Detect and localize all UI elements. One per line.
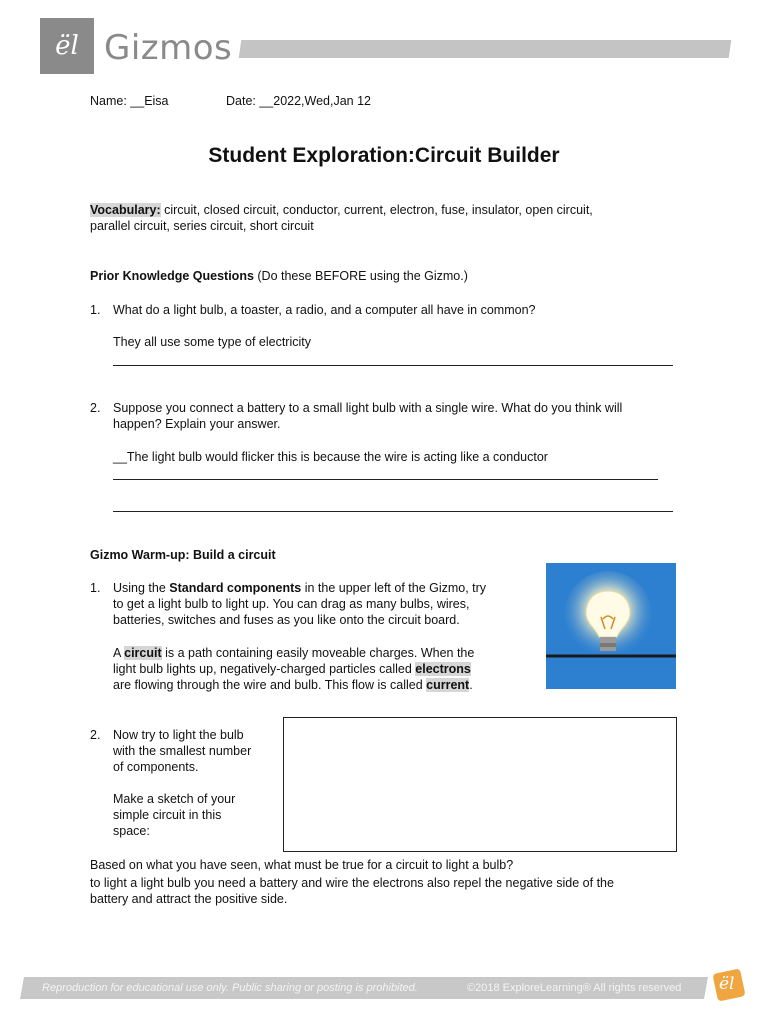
question-2-text bbox=[113, 400, 622, 432]
question-1-text: What do a light bulb, a toaster, a radio, and a computer all have in common? bbox=[113, 303, 536, 317]
text-run: of components. bbox=[113, 760, 199, 774]
warmup-item-1-number: 1. bbox=[90, 581, 101, 595]
text-run: are flowing through the wire and bulb. This flow is called bbox=[113, 678, 427, 692]
logo-mark-text: ël bbox=[55, 31, 79, 61]
question-2-answer[interactable]: __The light bulb would flicker this is because the wire is acting like a conductor bbox=[113, 450, 548, 464]
warmup-heading: Gizmo Warm-up: Build a circuit bbox=[90, 548, 276, 562]
standard-components-term: Standard components bbox=[169, 581, 302, 595]
text-run: with the smallest number bbox=[113, 744, 252, 758]
circuit-term: circuit bbox=[124, 646, 162, 660]
final-question: Based on what you have seen, what must be true for a circuit to light a bulb? bbox=[90, 858, 514, 872]
footer-logo-mark: ël bbox=[719, 974, 735, 994]
prior-knowledge-heading bbox=[90, 268, 468, 284]
text-run: is a path containing easily moveable charges. When the bbox=[161, 646, 475, 660]
explorelearning-logo bbox=[710, 966, 748, 1004]
light-bulb-image bbox=[546, 563, 676, 689]
light-bulb-icon bbox=[546, 563, 676, 689]
text-run: . bbox=[469, 678, 473, 692]
prior-heading-note: (Do these BEFORE using the Gizmo.) bbox=[253, 269, 468, 283]
footer-copyright: ©2018 ExploreLearning® All rights reserved bbox=[467, 982, 682, 994]
question-2-line-2: happen? Explain your answer. bbox=[113, 417, 281, 431]
question-2-number: 2. bbox=[90, 401, 101, 415]
answer-blank-line bbox=[113, 365, 673, 366]
warmup-item-1-text bbox=[113, 580, 543, 628]
gizmos-logo-mark bbox=[40, 18, 94, 74]
text-run: Now try to light the bulb bbox=[113, 728, 244, 742]
question-2-line-1: Suppose you connect a battery to a small light bulb with a single wire. What do you think will bbox=[113, 401, 623, 415]
text-run: in the upper left of the Gizmo, try bbox=[301, 581, 487, 595]
vocabulary-label: Vocabulary: bbox=[90, 203, 161, 217]
question-1-number: 1. bbox=[90, 303, 101, 317]
warmup-item-2-text bbox=[113, 727, 278, 839]
date-field: Date: __2022,Wed,Jan 12 bbox=[226, 94, 372, 108]
text-run: Make a sketch of your bbox=[113, 792, 236, 806]
question-1-answer[interactable]: They all use some type of electricity bbox=[113, 335, 311, 349]
answer-blank-line bbox=[113, 479, 658, 480]
text-run: to light a light bulb you need a battery and wire the electrons also repel the negative side of the bbox=[90, 876, 614, 890]
electrons-term: electrons bbox=[415, 662, 471, 676]
current-term: current bbox=[426, 678, 470, 692]
warmup-item-2-number: 2. bbox=[90, 728, 101, 742]
prior-heading-text: Prior Knowledge Questions bbox=[90, 269, 254, 283]
text-run: batteries, switches and fuses as you like onto the circuit board. bbox=[113, 613, 460, 627]
text-run: battery and attract the positive side. bbox=[90, 892, 288, 906]
answer-blank-line bbox=[113, 511, 673, 512]
circuit-definition-paragraph bbox=[113, 645, 543, 693]
text-run: light bulb lights up, negatively-charged particles called bbox=[113, 662, 416, 676]
text-run: A bbox=[113, 646, 125, 660]
name-field: Name: __Eisa bbox=[90, 94, 169, 108]
text-run: to get a light bulb to light up. You can drag as many bulbs, wires, bbox=[113, 597, 470, 611]
vocabulary-terms-1: circuit, closed circuit, conductor, current, electron, fuse, insulator, open circuit, bbox=[160, 203, 593, 217]
vocabulary-section bbox=[90, 202, 690, 234]
vocabulary-terms-2: parallel circuit, series circuit, short circuit bbox=[90, 219, 314, 233]
header-decorative-bar bbox=[239, 40, 732, 58]
circuit-sketch-box[interactable] bbox=[283, 717, 677, 852]
text-run: simple circuit in this bbox=[113, 808, 222, 822]
text-run: Using the bbox=[113, 581, 170, 595]
final-answer[interactable] bbox=[90, 875, 690, 907]
text-run: space: bbox=[113, 824, 150, 838]
footer-disclaimer: Reproduction for educational use only. Public sharing or posting is prohibited. bbox=[42, 982, 418, 994]
page-title: Student Exploration:Circuit Builder bbox=[208, 144, 560, 167]
gizmos-logo-text: Gizmos bbox=[104, 28, 233, 68]
